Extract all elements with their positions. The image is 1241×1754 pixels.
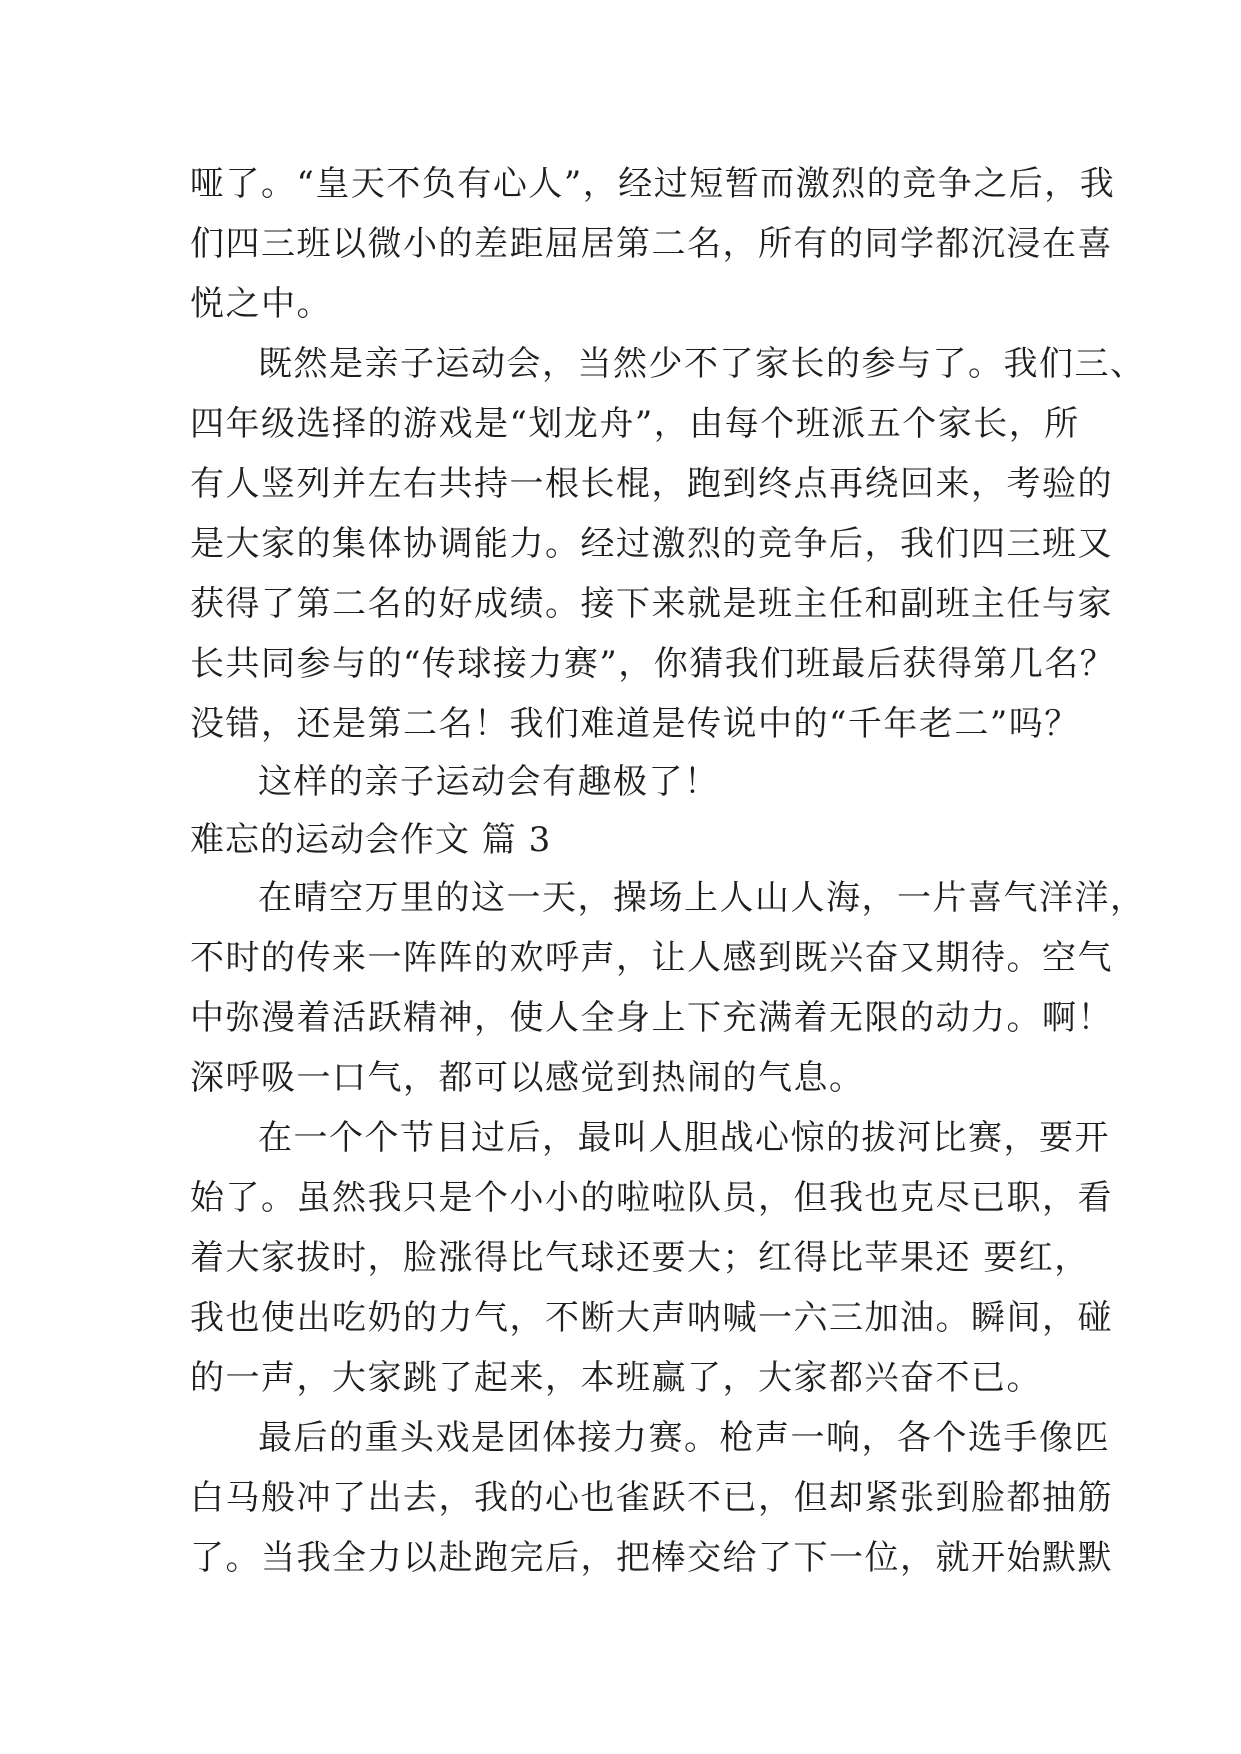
text-line: 了。当我全力以赴跑完后，把棒交给了下一位，就开始默默 xyxy=(190,1538,1113,1578)
text-line: 始了。虽然我只是个小小的啦啦队员，但我也克尽已职，看 xyxy=(190,1178,1113,1218)
paragraph-first-line: 在晴空万里的这一天，操场上人山人海，一片喜气洋洋， xyxy=(258,878,1146,918)
paragraph-first-line: 这样的亲子运动会有趣极了！ xyxy=(258,762,720,802)
section-heading: 难忘的运动会作文 篇 3 xyxy=(190,820,552,860)
text-line: 没错，还是第二名！我们难道是传说中的“千年老二”吗？ xyxy=(190,704,1080,744)
text-line: 们四三班以微小的差距屈居第二名，所有的同学都沉浸在喜 xyxy=(190,224,1113,264)
text-line: 长共同参与的“传球接力赛”，你猜我们班最后获得第几名？ xyxy=(190,644,1116,684)
text-line: 中弥漫着活跃精神，使人全身上下充满着无限的动力。啊！ xyxy=(190,998,1113,1038)
text-line: 有人竖列并左右共持一根长棍，跑到终点再绕回来，考验的 xyxy=(190,464,1113,504)
text-line: 四年级选择的游戏是“划龙舟”，由每个班派五个家长，所 xyxy=(190,404,1080,444)
text-line: 获得了第二名的好成绩。接下来就是班主任和副班主任与家 xyxy=(190,584,1113,624)
text-line: 的一声，大家跳了起来，本班赢了，大家都兴奋不已。 xyxy=(190,1358,1042,1398)
text-line: 我也使出吃奶的力气，不断大声呐喊一六三加油。瞬间，碰 xyxy=(190,1298,1113,1338)
paragraph-first-line: 在一个个节目过后，最叫人胆战心惊的拔河比赛，要开 xyxy=(258,1118,1110,1158)
text-line: 悦之中。 xyxy=(190,284,332,324)
text-line: 不时的传来一阵阵的欢呼声，让人感到既兴奋又期待。空气 xyxy=(190,938,1113,978)
paragraph-first-line: 最后的重头戏是团体接力赛。枪声一响，各个选手像匹 xyxy=(258,1418,1110,1458)
text-line: 是大家的集体协调能力。经过激烈的竞争后，我们四三班又 xyxy=(190,524,1113,564)
text-line: 白马般冲了出去，我的心也雀跃不已，但却紧张到脸都抽筋 xyxy=(190,1478,1113,1518)
text-line: 着大家拔时，脸涨得比气球还要大；红得比苹果还 要红， xyxy=(190,1238,1090,1278)
text-line: 深呼吸一口气，都可以感觉到热闹的气息。 xyxy=(190,1058,865,1098)
paragraph-first-line: 既然是亲子运动会，当然少不了家长的参与了。我们三、 xyxy=(258,344,1146,384)
text-line: 哑了。“皇天不负有心人”，经过短暂而激烈的竞争之后，我 xyxy=(190,164,1116,204)
